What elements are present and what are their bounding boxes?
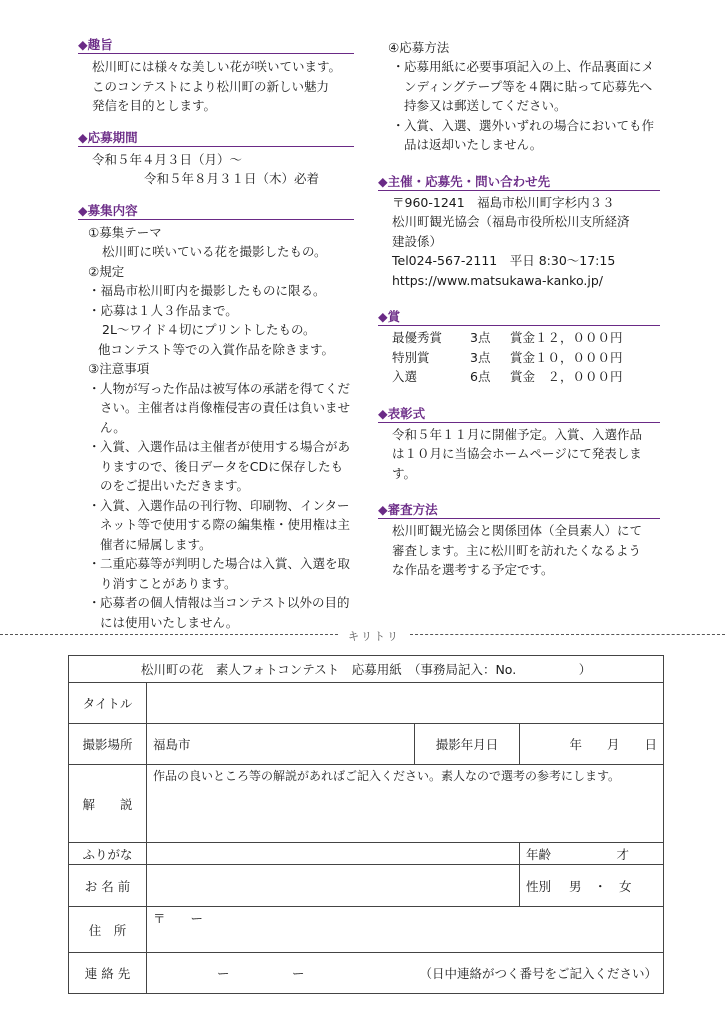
prize-row: 入選 6点 賞金 ２，０００円: [392, 369, 623, 384]
prizes-section: [378, 308, 660, 387]
left-column: [78, 36, 354, 632]
phone-note: （日中連絡がつく番号をご記入ください）: [419, 966, 658, 981]
method-item: ・ 応募用紙に必要事項記入の上、作品裏面にメンディングテープ等を４隅に貼って応募先へ持参又は郵送してください。: [392, 59, 655, 113]
sex-cell[interactable]: [520, 865, 664, 907]
contents-section: [78, 202, 354, 633]
prize-row: 最優秀賞 3点 賞金１２，０００円: [392, 330, 623, 345]
method-item: ・ 入賞、入選、選外いずれの場合においても作品は返却いたしません。: [392, 117, 655, 152]
ceremony-section: [378, 405, 660, 484]
method-title: ④応募方法: [388, 40, 450, 55]
rule-sub: 他コンテスト等での入賞作品を除きます。: [98, 341, 335, 357]
form-title: 松川町の花 素人フォトコンテスト 応募用紙 （事務局記入：No. ）: [69, 656, 664, 683]
contents-heading: ◆募集内容: [78, 202, 354, 220]
name-input[interactable]: [147, 865, 520, 907]
contact-phone: Tel024-567-2111 平日 8:30～17:15: [392, 253, 616, 268]
furigana-input[interactable]: [147, 843, 520, 865]
phone-input[interactable]: [147, 953, 664, 994]
location-input[interactable]: 福島市: [147, 724, 415, 765]
note-item: ・ 人物が写った作品は被写体の承諾を得てください。主催者は肖像権侵害の責任は負いません。: [88, 380, 351, 435]
rules-title: ②規定: [88, 263, 125, 279]
address-input[interactable]: 〒 ー: [147, 907, 664, 953]
rule-sub: 2L～ワイド４切にプリントしたもの。: [102, 322, 316, 337]
cut-dash-right: [410, 634, 725, 635]
note-item: ・ 応募者の個人情報は当コンテスト以外の目的には使用いたしません。: [88, 595, 350, 630]
note-item: ・ 入賞、入選作品の刊行物、印刷物、インターネット等で使用する際の編集権・使用権は主催者に帰属します。: [88, 497, 351, 552]
age-unit: 才: [616, 846, 630, 862]
purpose-line: 発信を目的とします。: [92, 98, 217, 113]
sex-options: 男 ・ 女: [569, 878, 632, 894]
purpose-line: このコンテストにより松川町の新しい魅力: [92, 78, 330, 94]
period-section: [78, 129, 354, 189]
method-section: [378, 38, 660, 155]
contact-section: [378, 173, 660, 291]
purpose-line: 松川町には様々な美しい花が咲いています。: [92, 59, 342, 74]
ceremony-heading: ◆表彰式: [378, 405, 660, 423]
title-input[interactable]: [147, 683, 664, 724]
cut-label: キリトリ: [348, 630, 400, 643]
judging-section: [378, 501, 660, 580]
right-column: [378, 38, 660, 580]
judging-line: 審査します。主に松川町を訪れたくなるよう: [392, 542, 642, 558]
ceremony-line: は１０月に当協会ホームページにて発表しま: [392, 446, 642, 461]
phone-label: 連 絡 先: [69, 953, 147, 994]
contact-url[interactable]: https://www.matsukawa-kanko.jp/: [392, 272, 603, 288]
cut-line: [0, 628, 725, 642]
age-cell[interactable]: [520, 843, 664, 865]
date-label: 撮影年月日: [415, 724, 520, 765]
contact-line: 〒960-1241 福島市松川町字杉内３３: [392, 194, 615, 210]
judging-line: 松川町観光協会と関係団体（全員素人）にて: [392, 523, 643, 538]
sex-label: 性別: [526, 878, 552, 894]
rule-item: ・応募は１人３作品まで。: [88, 302, 238, 318]
note-item: ・ 入賞、入選作品は主催者が使用する場合がありますので、後日データをCDに保存したものをご提出いただきます。: [88, 439, 351, 493]
furigana-label: ふりがな: [69, 843, 147, 865]
contact-heading: ◆主催・応募先・問い合わせ先: [378, 173, 660, 191]
ceremony-line: す。: [392, 465, 417, 481]
comment-input[interactable]: 作品の良いところ等の解説があればご記入ください。素人なので選考の参考にします。: [147, 765, 664, 843]
phone-dashes: ー ー: [217, 966, 305, 981]
contact-line: 松川町観光協会（福島市役所松川支所経済: [392, 214, 630, 229]
purpose-section: [78, 36, 354, 116]
period-heading: ◆応募期間: [78, 129, 354, 147]
rule-item: ・福島市松川町内を撮影したものに限る。: [88, 283, 326, 298]
theme-title: ①募集テーマ: [88, 224, 162, 240]
comment-label: 解 説: [69, 765, 147, 843]
address-label: 住 所: [69, 907, 147, 953]
contact-line: 建設係）: [392, 233, 443, 249]
period-start: 令和５年４月３日（月）～: [92, 151, 243, 167]
ceremony-line: 令和５年１１月に開催予定。入賞、入選作品: [392, 426, 643, 442]
theme-text: 松川町に咲いている花を撮影したもの。: [102, 244, 327, 259]
prize-row: 特別賞 3点 賞金１０，０００円: [392, 349, 623, 365]
location-label: 撮影場所: [69, 724, 147, 765]
title-label: タイトル: [69, 683, 147, 724]
age-label: 年齢: [526, 846, 552, 862]
notes-title: ③注意事項: [88, 361, 150, 376]
application-form: [68, 655, 664, 994]
judging-line: な作品を選考する予定です。: [392, 562, 554, 577]
note-item: ・ 二重応募等が判明した場合は入賞、入選を取り消すことがあります。: [88, 556, 351, 591]
name-label: お 名 前: [69, 865, 147, 907]
purpose-heading: ◆趣旨: [78, 36, 354, 54]
prizes-heading: ◆賞: [378, 308, 660, 326]
cut-dash-left: [0, 634, 338, 635]
period-end: 令和５年８月３１日（木）必着: [144, 171, 320, 186]
date-input[interactable]: 年 月 日: [520, 724, 664, 765]
judging-heading: ◆審査方法: [378, 501, 660, 519]
